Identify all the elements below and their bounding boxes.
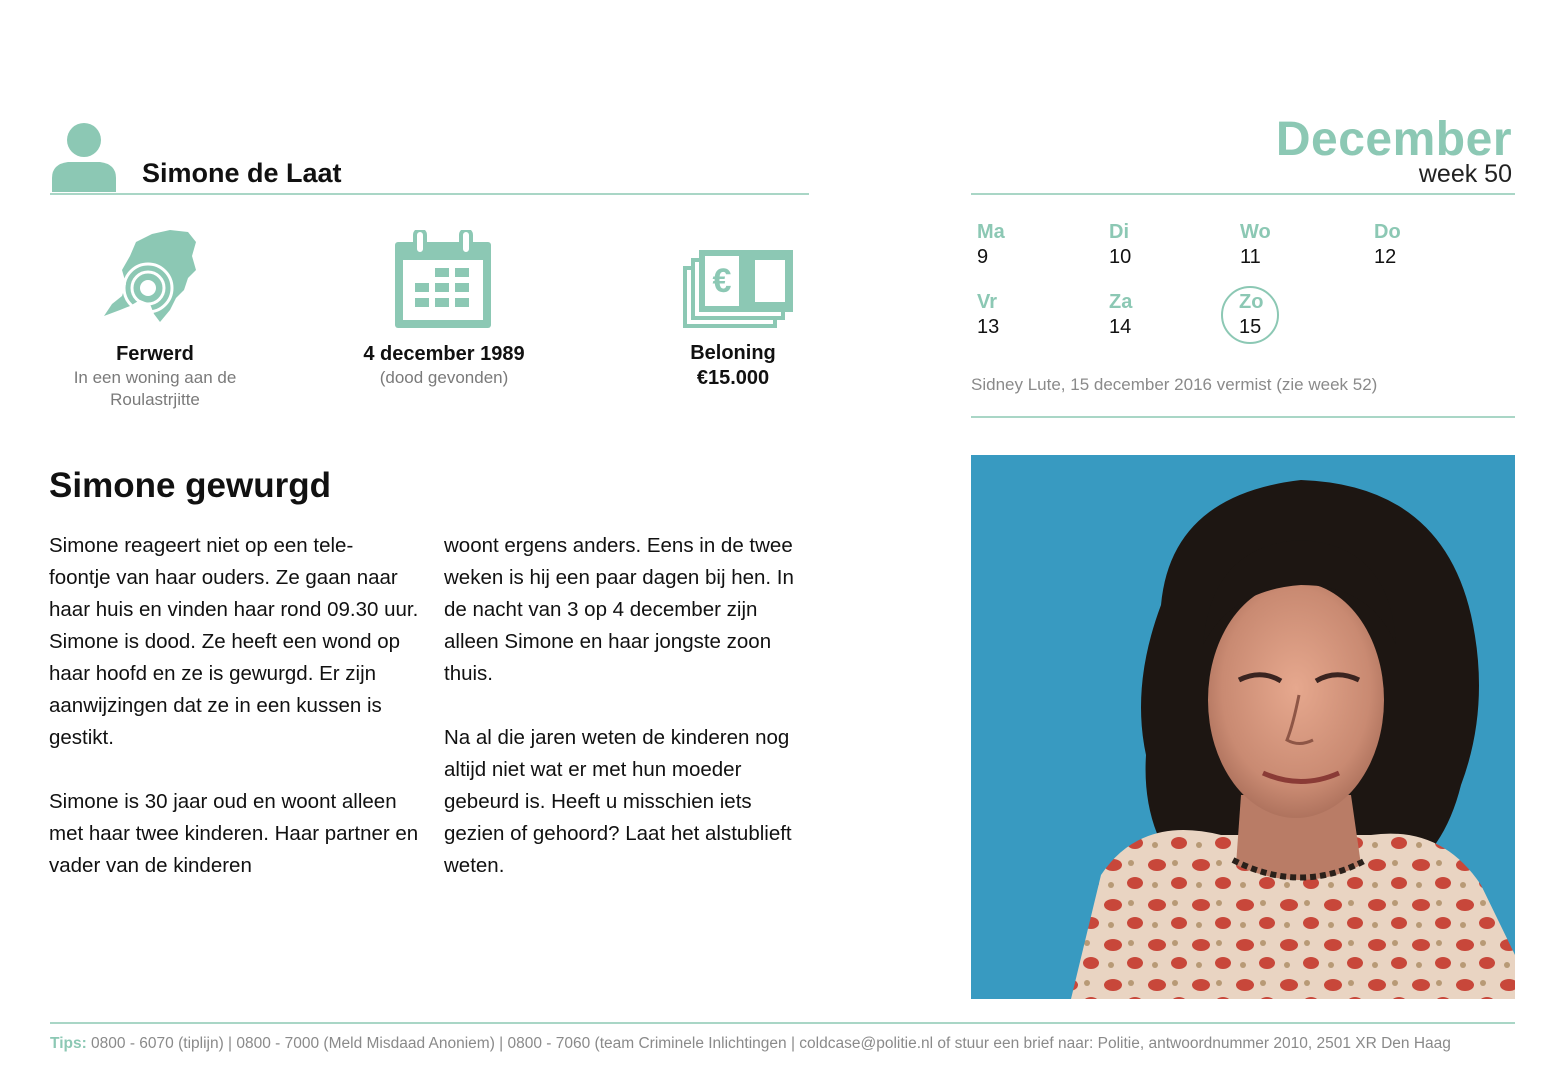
calendar-note: Sidney Lute, 15 december 2016 vermist (zie week 52) <box>971 375 1378 394</box>
article-column-1 <box>49 530 421 914</box>
location-sub-1: In een woning aan de <box>73 368 237 387</box>
reward-title: Beloning <box>690 342 776 364</box>
day-number: 13 <box>977 316 1000 338</box>
day-name: Di <box>1109 221 1129 243</box>
calendar-day <box>1109 220 1189 270</box>
day-number: 15 <box>1239 316 1262 338</box>
person-icon <box>50 120 118 192</box>
article-paragraph: Na al die jaren weten de kinderen nog altijd niet wat er met hun moeder gebeurd is. Heeft u misschien iets gezien of gehoord? Laat het alstublieft weten. <box>444 726 792 877</box>
calendar-day <box>1240 220 1320 270</box>
calendar-day <box>1374 220 1454 270</box>
footer-tips <box>50 1035 1451 1053</box>
footer-tips-label: Tips: <box>50 1035 87 1052</box>
location-sub-2: Roulastrjitte <box>110 390 200 409</box>
footer-rule <box>50 1022 1515 1024</box>
calendar-day-highlighted <box>1239 290 1319 340</box>
day-number: 10 <box>1109 246 1132 268</box>
day-name: Zo <box>1239 291 1264 313</box>
day-name: Za <box>1109 291 1133 313</box>
person-name: Simone de Laat <box>142 158 342 188</box>
article-title: Simone gewurgd <box>49 466 331 505</box>
day-number: 12 <box>1374 246 1397 268</box>
netherlands-map-icon <box>100 226 200 326</box>
svg-text:€: € <box>712 262 732 300</box>
article-paragraph: Simone is 30 jaar oud en woont alleen met haar twee kinderen. Haar partner en vader van de kinderen <box>49 790 419 877</box>
day-number: 14 <box>1109 316 1132 338</box>
article-column-2 <box>444 530 794 914</box>
week-label: week 50 <box>1418 160 1512 188</box>
calendar-day <box>1109 290 1189 340</box>
footer-tips-text: 0800 - 6070 (tiplijn) | 0800 - 7000 (Meld Misdaad Anoniem) | 0800 - 7060 (team Criminele Inlichtingen | coldcase@politie.nl of stuur een brief naar: Politie, antwoordnummer 2010, 2501 XR Den Haag <box>86 1035 1451 1052</box>
location-title: Ferwerd <box>116 343 194 365</box>
header-rule-right <box>971 193 1515 195</box>
article-paragraph: woont ergens anders. Eens in de twee weken is hij een paar dagen bij hen. In de nacht van 3 op 4 december zijn alleen Simone en haar jongste zoon thuis. <box>444 534 794 685</box>
day-number: 9 <box>977 246 989 268</box>
money-euro-icon <box>683 250 793 328</box>
location-info <box>40 342 270 411</box>
reward-info <box>638 341 828 391</box>
header-rule-left <box>50 193 809 195</box>
day-name: Do <box>1374 221 1401 243</box>
day-name: Wo <box>1240 221 1271 243</box>
calendar-rule <box>971 416 1515 418</box>
date-title: 4 december 1989 <box>363 343 525 365</box>
day-name: Vr <box>977 291 998 313</box>
month-title: December <box>1275 113 1512 166</box>
date-info <box>330 342 558 389</box>
calendar-icon <box>395 230 491 328</box>
victim-photo <box>971 455 1515 999</box>
calendar-day <box>977 290 1057 340</box>
reward-amount: €15.000 <box>696 367 770 389</box>
day-number: 11 <box>1240 246 1261 268</box>
day-name: Ma <box>977 221 1005 243</box>
article-paragraph: Simone reageert niet op een tele- foontje van haar ouders. Ze gaan naar haar huis en vinden haar rond 09.30 uur. Simone is dood. Ze heeft een wond op haar hoofd en ze is gewurgd. Er zijn aanwijzingen dat ze in een kussen is gestikt. <box>49 534 419 749</box>
date-sub: (dood gevonden) <box>379 368 509 387</box>
calendar-day <box>977 220 1057 270</box>
